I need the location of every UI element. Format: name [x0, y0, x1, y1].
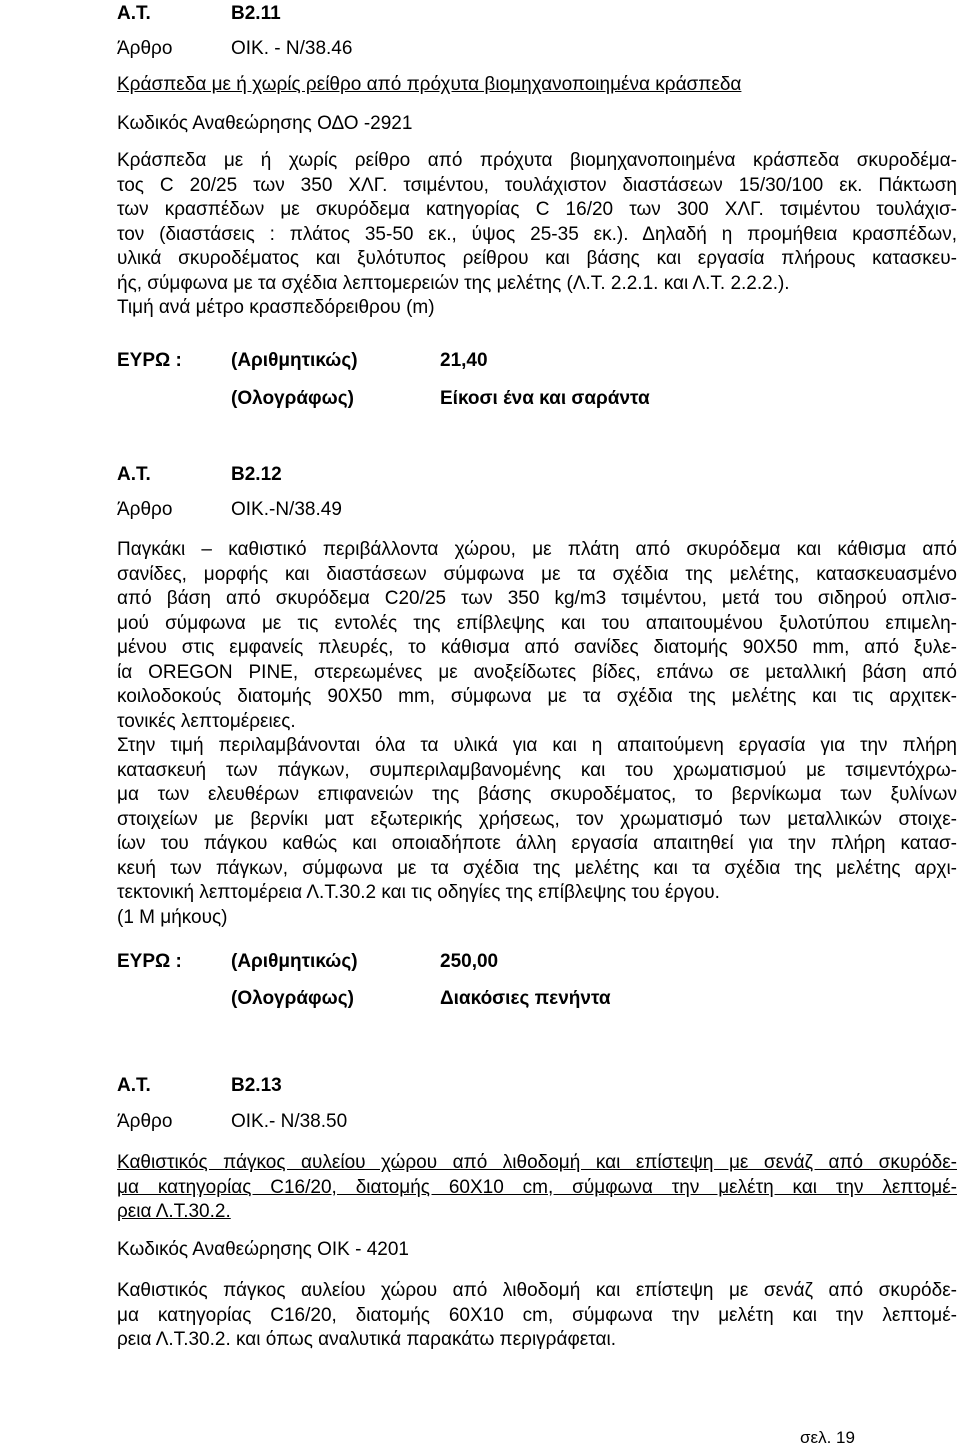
- arthro-label: Άρθρο: [117, 38, 173, 59]
- description-line: τεκτονική λεπτομέρεια Λ.Τ.30.2 και τις οδηγίες της επίβλεψης του έργου.: [117, 882, 720, 903]
- price-numeric: 250,00: [440, 951, 499, 972]
- description-line: κοιλοδοκούς διατομής 90Χ50 mm, σύμφωνα με τα σχέδια της μελέτης και τις αρχιτεκ-: [117, 686, 957, 707]
- at-code: Β2.13: [231, 1075, 282, 1096]
- price-words: Είκοσι ένα και σαράντα: [440, 388, 650, 409]
- description-line: Κράσπεδα με ή χωρίς ρείθρο από πρόχυτα βιομηχανοποιημένα κράσπεδα σκυροδέμα-: [117, 150, 957, 171]
- description-line: κατασκευή των πάγκων, συμπεριλαμβανομένης και του χρωματισμού με τσιμεντόχρω-: [117, 759, 957, 781]
- arthro-code: ΟΙΚ.- Ν/38.50: [231, 1111, 348, 1132]
- words-label: (Ολογράφως): [231, 988, 354, 1009]
- page-number: σελ. 19: [800, 1428, 855, 1447]
- item-title: [117, 1151, 957, 1225]
- revision-code: Κωδικός Αναθεώρησης ΟΔΟ -2921: [117, 113, 413, 134]
- description-line: μα των ελευθέρων επιφανειών της βάσης σκυροδέματος, το βερνίκωμα των ξυλίνων: [117, 784, 957, 805]
- description-line: Καθιστικός πάγκος αυλείου χώρου από λιθοδομή και επίστεψη με σενάζ από σκυρόδε-: [117, 1280, 957, 1301]
- item-description: [117, 538, 957, 930]
- description-line: ρεια Λ.Τ.30.2. και όπως αναλυτικά παρακάτω περιγράφεται.: [117, 1329, 616, 1350]
- revision-code: Κωδικός Αναθεώρησης ΟΙΚ - 4201: [117, 1239, 409, 1260]
- words-label: (Ολογράφως): [231, 388, 354, 409]
- description-line: των κρασπέδων με σκυρόδεμα κατηγορίας C 16/20 των 300 ΧΛΓ. τσιμέντου τουλάχισ-: [117, 199, 957, 220]
- arthro-label: Άρθρο: [117, 1111, 173, 1132]
- arthro-code: ΟΙΚ.-Ν/38.49: [231, 499, 342, 520]
- item-description: [117, 149, 957, 321]
- description-line: σανίδες, μορφής και διαστάσεων σύμφωνα με τα σχέδια της μελέτης, κατασκευασμένο: [117, 563, 957, 585]
- at-code: Β2.11: [231, 3, 281, 24]
- description-line: από βάση από σκυρόδεμα C20/25 των 350 kg/m3 τσιμέντου, μετά του σιδηρού οπλισ-: [117, 588, 957, 609]
- description-line: ίων του πάγκου καθώς και οποιαδήποτε άλλη εργασία απαιτηθεί για την πλήρη κατασ-: [117, 833, 957, 854]
- description-line: τος C 20/25 των 350 ΧΛΓ. τσιμέντου, τουλάχιστον διαστάσεων 15/30/100 εκ. Πάκτωση: [117, 174, 957, 196]
- title-line: μα κατηγορίας C16/20, διατομής 60Χ10 cm, σύμφωνα την μελέτη και την λεπτομέ-: [117, 1176, 957, 1198]
- item-description: [117, 1279, 957, 1353]
- at-label: Α.Τ.: [117, 3, 151, 24]
- title-line: ρεια Λ.Τ.30.2.: [117, 1201, 231, 1222]
- title-line: Καθιστικός πάγκος αυλείου χώρου από λιθοδομή και επίστεψη με σενάζ από σκυρόδε-: [117, 1152, 957, 1173]
- at-label: Α.Τ.: [117, 1075, 151, 1096]
- at-code: Β2.12: [231, 464, 282, 485]
- item-title: Κράσπεδα με ή χωρίς ρείθρο από πρόχυτα βιομηχανοποιημένα κράσπεδα: [117, 74, 742, 95]
- description-line: ία OREGON PINE, στερεωμένες με ανοξείδωτες βίδες, επάνω σε μεταλλική βάση από: [117, 661, 957, 683]
- description-line: ής, σύμφωνα με τα σχέδια λεπτομερειών της μελέτης (Λ.Τ. 2.2.1. και Λ.Τ. 2.2.2.).: [117, 272, 790, 294]
- description-line: τον (διαστάσεις : πλάτος 35-50 εκ., ύψος 25-35 εκ.). Δηλαδή η προμήθεια κρασπέδων,: [117, 223, 957, 245]
- arthro-label: Άρθρο: [117, 499, 173, 520]
- description-line: τονικές λεπτομέρειες.: [117, 710, 296, 732]
- description-line: Παγκάκι – καθιστικό περιβάλλοντα χώρου, με πλάτη από σκυρόδεμα και κάθισμα από: [117, 539, 957, 560]
- euro-label: ΕΥΡΩ :: [117, 951, 182, 972]
- description-line: μού σύμφωνα με τις εντολές της επίβλεψης και του απαιτουμένου ξυλοτύπου επιμελη-: [117, 612, 957, 634]
- description-line: μένου στις εμφανείς πλευρές, το κάθισμα από σανίδες διατομής 90Χ50 mm, από ξυλε-: [117, 637, 957, 658]
- numeric-label: (Αριθμητικώς): [231, 350, 358, 371]
- price-words: Διακόσιες πενήντα: [440, 988, 611, 1009]
- at-label: Α.Τ.: [117, 464, 151, 485]
- description-line: Τιμή ανά μέτρο κρασπεδόρειθρου (m): [117, 297, 435, 318]
- euro-label: ΕΥΡΩ :: [117, 350, 182, 371]
- numeric-label: (Αριθμητικώς): [231, 951, 358, 972]
- description-line: κευή των πάγκων, σύμφωνα με τα σχέδια της μελέτης και τα σχέδια της μελέτης αρχι-: [117, 857, 957, 879]
- description-line: (1 Μ μήκους): [117, 906, 228, 928]
- description-line: μα κατηγορίας C16/20, διατομής 60Χ10 cm, σύμφωνα την μελέτη και την λεπτομέ-: [117, 1304, 957, 1326]
- price-numeric: 21,40: [440, 350, 488, 371]
- description-line: στοιχείων με βερνίκι ματ εξωτερικής χρήσεως, τον χρωματισμό των μεταλλικών στοιχε-: [117, 808, 957, 830]
- description-line: Στην τιμή περιλαμβάνονται όλα τα υλικά για και η απαιτούμενη εργασία για την πλήρη: [117, 735, 957, 756]
- description-line: υλικά σκυροδέματος και ξυλότυπος ρείθρου και βάσης και εργασία πλήρους κατασκευ-: [117, 248, 957, 269]
- arthro-code: ΟΙΚ. - Ν/38.46: [231, 38, 353, 59]
